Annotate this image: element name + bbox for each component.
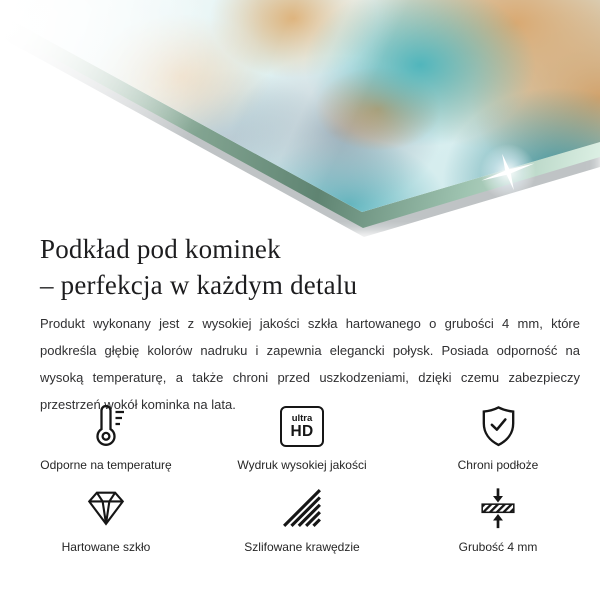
glare-sparkle-icon [476, 140, 540, 204]
product-photo [0, 0, 600, 232]
feature-tempered-glass [8, 480, 204, 562]
feature-label: Chroni podłoże [457, 458, 539, 472]
page-title-line2: – perfekcja w każdym detalu [40, 270, 358, 300]
product-description: Produkt wykonany jest z wysokiej jakości szkła hartowanego o grubości 4 mm, które podkreśla głębię kolorów nadruku i zapewnia elegancki połysk. Posiada odporność na wysoką temperaturę, a także chroni przed uszkodzeniami, dzięki czemu zabezpieczy przestrzeń wokół kominka na lata. [40, 316, 580, 412]
thickness-icon [475, 485, 521, 531]
polished-edges-icon [280, 486, 324, 530]
diamond-icon [83, 485, 129, 531]
feature-label: Szlifowane krawędzie [244, 540, 360, 554]
feature-label: Grubość 4 mm [458, 540, 538, 554]
feature-label: Wydruk wysokiej jakości [237, 458, 367, 472]
page-title [40, 231, 357, 303]
thermometer-icon [82, 402, 130, 450]
ultra-hd-icon-text-bottom: HD [290, 422, 314, 440]
page-title-line1: Podkład pod kominek [40, 234, 281, 264]
features-grid [8, 398, 596, 562]
feature-protects-floor [400, 398, 596, 480]
feature-thickness-4mm [400, 480, 596, 562]
shield-check-icon [475, 403, 522, 450]
feature-label: Odporne na temperaturę [40, 458, 172, 472]
feature-temperature-resistant [8, 398, 204, 480]
feature-polished-edges [204, 480, 400, 562]
feature-label: Hartowane szkło [61, 540, 151, 554]
ultra-hd-icon [280, 406, 324, 447]
feature-print-quality [204, 398, 400, 480]
ultra-hd-icon-text-top: ultra [291, 412, 313, 424]
